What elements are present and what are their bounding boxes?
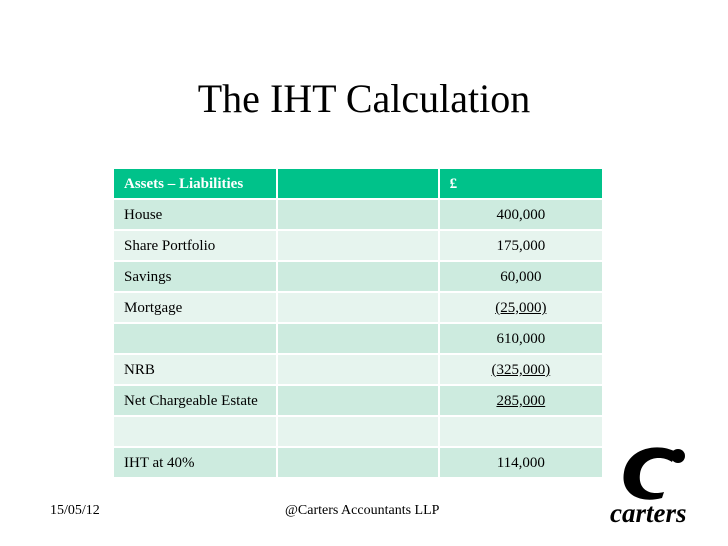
row-empty-cell	[278, 324, 439, 355]
table-row	[114, 293, 604, 324]
footer-date: 15/05/12	[50, 503, 100, 518]
table-row	[114, 448, 604, 479]
row-label: IHT at 40%	[114, 448, 278, 479]
row-label: Mortgage	[114, 293, 278, 324]
logo-wordmark: carters	[610, 498, 687, 528]
row-empty-cell	[278, 200, 439, 231]
row-label	[114, 324, 278, 355]
header-cell-label: Assets – Liabilities	[114, 169, 278, 200]
row-label: Share Portfolio	[114, 231, 278, 262]
row-value-text: 114,000	[496, 455, 545, 471]
row-value	[440, 293, 604, 324]
table-row	[114, 262, 604, 293]
row-value-text: 175,000	[496, 238, 546, 254]
row-label: House	[114, 200, 278, 231]
header-cell-currency: £	[440, 169, 604, 200]
row-value-text: 610,000	[496, 331, 546, 347]
row-empty-cell	[278, 386, 439, 417]
row-empty-cell	[278, 231, 439, 262]
table-row	[114, 417, 604, 448]
row-label: Savings	[114, 262, 278, 293]
row-value	[440, 200, 604, 231]
row-value-text: 400,000	[496, 207, 546, 223]
table-header-row	[114, 169, 604, 200]
row-label: NRB	[114, 355, 278, 386]
row-value-text: 285,000	[496, 393, 546, 409]
table-row	[114, 324, 604, 355]
table-row	[114, 200, 604, 231]
row-label	[114, 417, 278, 448]
row-empty-cell	[278, 448, 439, 479]
row-empty-cell	[278, 293, 439, 324]
row-empty-cell	[278, 417, 439, 448]
carters-logo	[606, 442, 706, 530]
row-value	[440, 355, 604, 386]
row-value-text: 60,000	[500, 269, 542, 285]
row-value	[440, 417, 604, 448]
table-row	[114, 386, 604, 417]
row-value	[440, 324, 604, 355]
row-value	[440, 262, 604, 293]
footer-copyright: @Carters Accountants LLP	[285, 503, 440, 518]
row-value	[440, 231, 604, 262]
iht-table	[114, 169, 604, 479]
table-row	[114, 231, 604, 262]
table-row	[114, 355, 604, 386]
logo-c-ball	[671, 449, 685, 463]
slide-title: The IHT Calculation	[197, 76, 531, 121]
row-empty-cell	[278, 355, 439, 386]
row-label: Net Chargeable Estate	[114, 386, 278, 417]
row-value	[440, 386, 604, 417]
header-cell-empty	[278, 169, 439, 200]
row-value	[440, 448, 604, 479]
row-empty-cell	[278, 262, 439, 293]
row-value-text: (325,000)	[491, 362, 551, 378]
logo-c-glyph	[623, 447, 676, 499]
row-value-text: (25,000)	[495, 300, 547, 316]
